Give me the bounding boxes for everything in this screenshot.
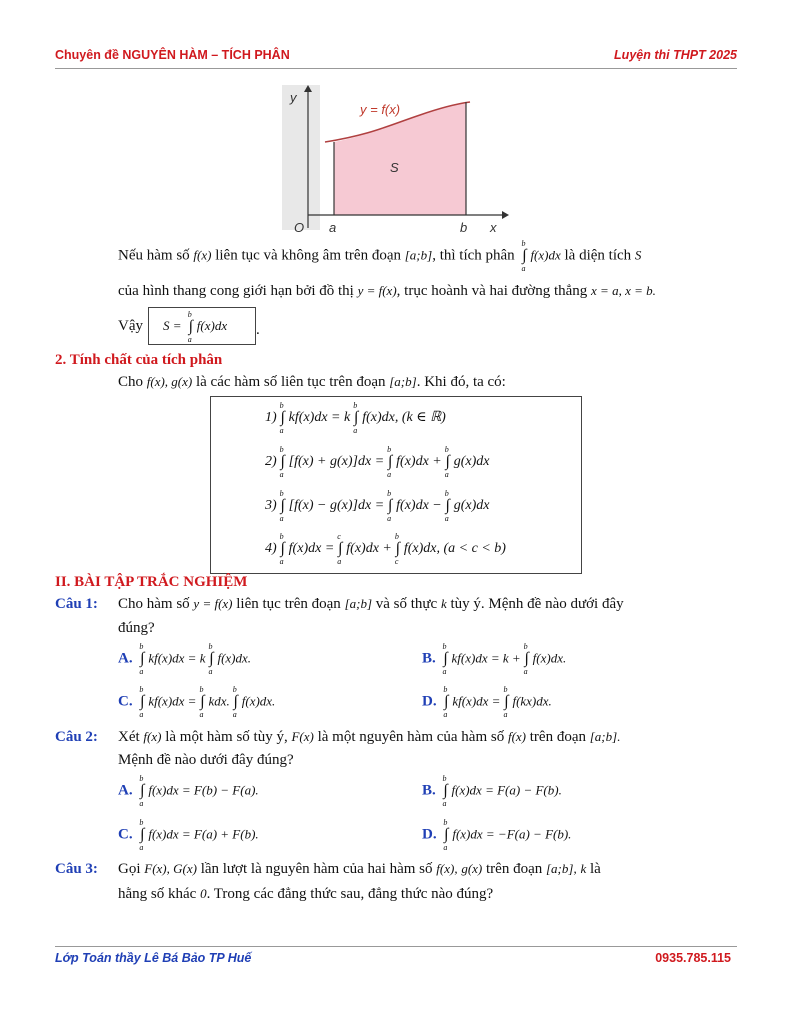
q2-option-b: B. ∫ b a f(x)dx = F(a) − F(b).	[422, 774, 562, 808]
property-3: 3) ∫ b a [f(x) − g(x)]dx = ∫ b a f(x)dx − ∫ b a g(x)dx	[265, 489, 490, 523]
properties-box	[210, 396, 582, 574]
q2-option-c: C. ∫ b a f(x)dx = F(a) + F(b).	[118, 818, 259, 852]
header-title: Chuyên đề NGUYÊN HÀM – TÍCH PHÂN	[55, 48, 290, 62]
footer-phone: 0935.785.115	[655, 951, 731, 965]
section-2-intro: Cho f(x), g(x) là các hàm số liên tục trên đoạn [a;b]. Khi đó, ta có:	[118, 374, 506, 390]
q2-text: Xét f(x) là một hàm số tùy ý, F(x) là một nguyên hàm của hàm số f(x) trên đoạn [a;b].	[118, 729, 621, 745]
property-1: 1) ∫ b a kf(x)dx = k ∫ b a f(x)dx, (k ∈ ℝ)	[265, 401, 446, 435]
property-4: 4) ∫ b a f(x)dx = ∫ c a f(x)dx + ∫ b c f(x)dx, (a < c < b)	[265, 532, 506, 566]
footer-left: Lớp Toán thầy Lê Bá Bảo TP Huế	[55, 951, 252, 965]
intro-line-1: Nếu hàm số f(x) liên tục và không âm trên đoạn [a;b], thì tích phân ∫ b a f(x)dx là diện tích S	[118, 239, 642, 273]
area-figure	[280, 80, 510, 240]
page-header	[55, 46, 737, 69]
property-2: 2) ∫ b a [f(x) + g(x)]dx = ∫ b a f(x)dx + ∫ b a g(x)dx	[265, 445, 490, 479]
q2-option-a: A. ∫ b a f(x)dx = F(b) − F(a).	[118, 774, 259, 808]
svg-text:a: a	[329, 220, 337, 235]
svg-text:x: x	[490, 220, 497, 235]
q1-option-a: A. ∫ b a kf(x)dx = k ∫ b a f(x)dx.	[118, 642, 252, 676]
section-ii-title: II. BÀI TẬP TRẮC NGHIỆM	[55, 574, 248, 590]
section-2-title: 2. Tính chất của tích phân	[55, 352, 223, 368]
q1-option-c: C. ∫ b a kf(x)dx = ∫ b a kdx. ∫ b a f(x)dx.	[118, 685, 276, 719]
area-label: S	[390, 160, 399, 175]
q1-option-b: B. ∫ b a kf(x)dx = k + ∫ b a f(x)dx.	[422, 642, 567, 676]
q1-option-d: D. ∫ b a kf(x)dx = ∫ b a f(kx)dx.	[422, 685, 552, 719]
q3-text: Gọi F(x), G(x) lần lượt là nguyên hàm của hai hàm số f(x), g(x) trên đoạn [a;b], k là	[118, 861, 601, 877]
svg-text:O: O	[294, 220, 305, 235]
q2-option-d: D. ∫ b a f(x)dx = −F(a) − F(b).	[422, 818, 572, 852]
y-label: y	[290, 90, 297, 105]
figure-shade	[282, 85, 320, 230]
area-formula-box: S = ∫ b a f(x)dx	[148, 307, 256, 345]
svg-text:b: b	[460, 220, 468, 235]
area-region	[334, 102, 466, 215]
q2-label: Câu 2:	[55, 729, 98, 745]
intro-line-2: của hình thang cong giới hạn bởi đồ thị y = f(x), trục hoành và hai đường thẳng x = a, x = b.	[118, 283, 656, 299]
curve-label: y = f(x)	[360, 102, 401, 117]
q3-label: Câu 3:	[55, 861, 98, 877]
header-subtitle: Luyện thi THPT 2025	[614, 48, 737, 62]
q3-text-2: hằng số khác 0. Trong các đẳng thức sau, đẳng thức nào đúng?	[118, 886, 494, 902]
q1-label: Câu 1:	[55, 596, 98, 612]
intro-line-3: Vậy	[118, 318, 143, 334]
page-footer	[55, 946, 737, 965]
q1-text: Cho hàm số y = f(x) liên tục trên đoạn [a;b] và số thực k tùy ý. Mệnh đề nào dưới đây	[118, 596, 624, 612]
